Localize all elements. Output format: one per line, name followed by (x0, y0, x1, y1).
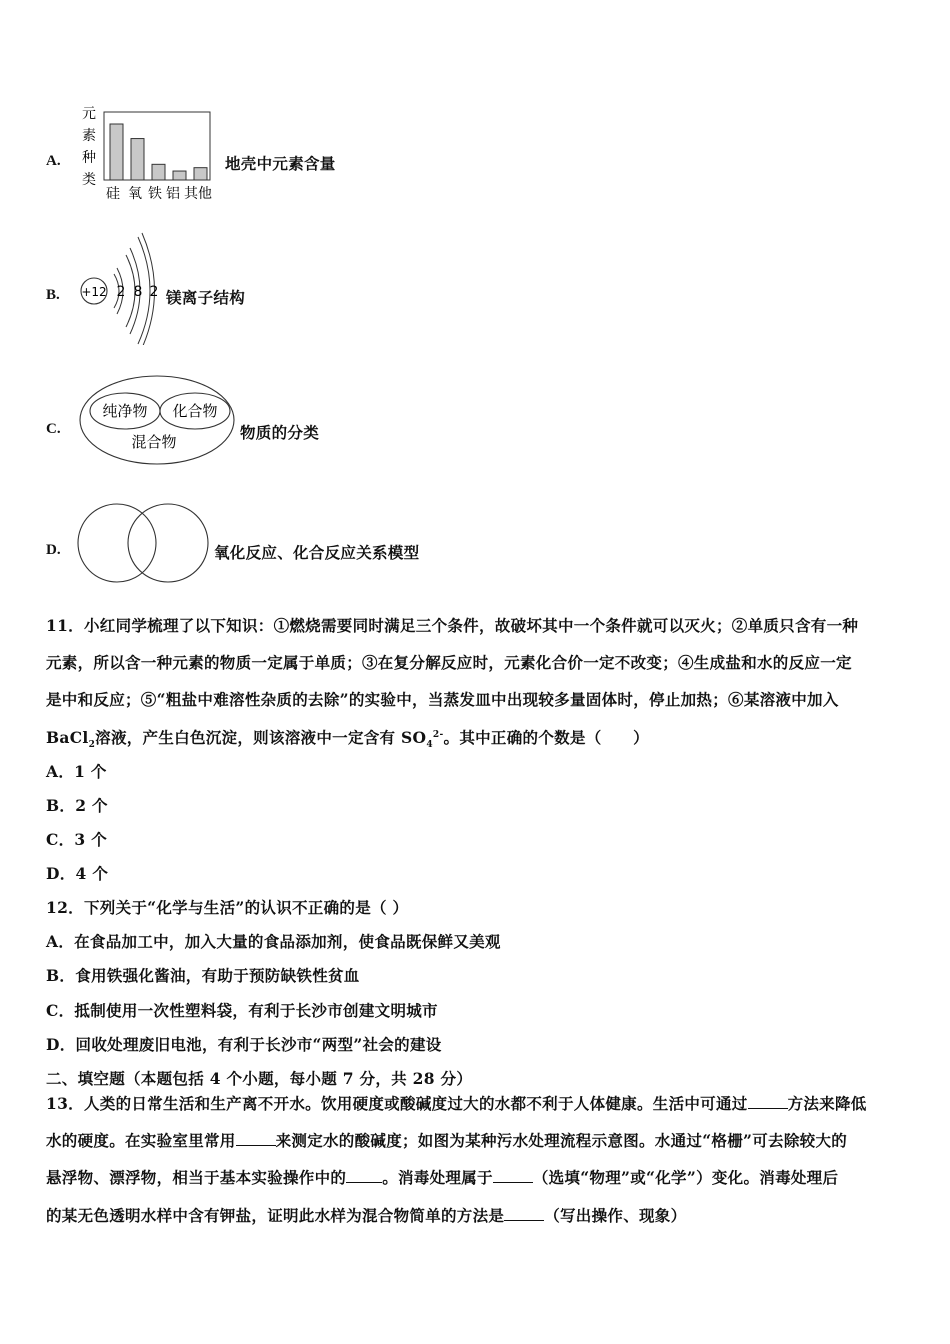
q13-text: 。消毒处理属于 (382, 1168, 493, 1187)
option-a-letter: A. (46, 153, 61, 169)
bar-label: 铁 (148, 186, 162, 202)
option-d-letter: D. (46, 542, 61, 558)
q11-option: C．3 个 (46, 830, 108, 849)
q11-option: D．4 个 (46, 864, 109, 883)
shell-electrons: 2 (116, 284, 126, 300)
nucleus-label: +12 (81, 285, 107, 299)
q13-text: 的某无色透明水样中含有钾盐，证明此水样为混合物简单的方法是 (46, 1206, 505, 1225)
q13-line (46, 1092, 867, 1114)
q11-line: 元素，所以含一种元素的物质一定属于单质；③在复分解反应时，元素化合价一定不改变；④生成盐和水的反应一定 (46, 653, 852, 672)
q13-line (46, 1166, 838, 1188)
reaction-venn-diagram (76, 502, 211, 584)
bar-label: 其他 (184, 186, 212, 202)
q13-line (46, 1129, 847, 1151)
q11-superscript: 2- (432, 729, 444, 740)
bar-label: 硅 (106, 186, 120, 202)
bar-2 (152, 164, 165, 180)
q12-stem: 12．下列关于“化学与生活”的认识不正确的是（ ） (46, 898, 409, 917)
q13-text: 来测定水的酸碱度；如图为某种污水处理流程示意图。水通过“格栅”可去除较大的 (275, 1131, 848, 1150)
shell-electrons: 8 (133, 284, 143, 300)
bar-1 (131, 139, 144, 180)
oxidation-circle (78, 504, 156, 582)
combination-circle (128, 504, 208, 582)
answer-blank[interactable] (236, 1131, 276, 1146)
q11-line: 11．小红同学梳理了以下知识：①燃烧需要同时满足三个条件，故破坏其中一个条件就可以灭火；②单质只含有一种 (46, 616, 859, 635)
bar-label: 铝 (166, 186, 180, 202)
q11-line-last (46, 726, 649, 750)
q11-text: 。其中正确的个数是（ ） (443, 728, 649, 747)
q11-formula-bacl: BaCl (46, 728, 89, 747)
chart-ylabel-char: 类 (82, 172, 96, 188)
q13-line (46, 1204, 686, 1226)
answer-blank[interactable] (346, 1168, 382, 1183)
element-abundance-chart (78, 104, 223, 204)
bar-label: 氧 (128, 186, 142, 202)
bar-4 (194, 168, 207, 180)
q11-line: 是中和反应；⑤“粗盐中难溶性杂质的去除”的实验中，当蒸发皿中出现较多量固体时，停止加热；⑥某溶液中加入 (46, 690, 839, 709)
q13-text: 水的硬度。在实验室里常用 (46, 1131, 236, 1150)
mixture-label: 混合物 (131, 433, 177, 451)
q13-text: 悬浮物、漂浮物，相当于基本实验操作中的 (46, 1168, 347, 1187)
q11-option: A．1 个 (46, 762, 107, 781)
option-d-caption: 氧化反应、化合反应关系模型 (214, 543, 420, 562)
q13-text: （选填“物理”或“化学”）变化。消毒处理后 (532, 1168, 839, 1187)
shell-electrons: 2 (149, 284, 159, 300)
chart-ylabel-char: 素 (82, 128, 96, 144)
compound-label: 化合物 (172, 402, 218, 420)
q12-option: C．抵制使用一次性塑料袋，有利于长沙市创建文明城市 (46, 1001, 438, 1020)
option-c-caption: 物质的分类 (240, 423, 320, 442)
option-a-caption: 地壳中元素含量 (225, 154, 336, 173)
answer-blank[interactable] (504, 1206, 544, 1221)
bar-0 (110, 124, 123, 180)
option-c-letter: C. (46, 421, 61, 437)
pure-substance-label: 纯净物 (102, 402, 148, 420)
q12-option: A．在食品加工中，加入大量的食品添加剂，使食品既保鲜又美观 (46, 932, 501, 951)
option-b-caption: 镁离子结构 (166, 288, 246, 307)
q11-subscript: 2 (88, 740, 96, 751)
mg-ion-diagram (74, 230, 169, 345)
q13-text: 13．人类的日常生活和生产离不开水。饮用硬度或酸碱度过大的水都不利于人体健康。生活中可通过 (46, 1094, 748, 1113)
answer-blank[interactable] (748, 1094, 788, 1109)
classification-diagram (78, 374, 238, 466)
q13-text: 方法来降低 (787, 1094, 867, 1113)
q11-option: B．2 个 (46, 796, 108, 815)
q12-option: D．回收处理废旧电池，有利于长沙市“两型”社会的建设 (46, 1035, 442, 1054)
bar-3 (173, 171, 186, 180)
answer-blank[interactable] (493, 1168, 533, 1183)
q11-subscript: 4 (426, 740, 433, 751)
q11-text: 溶液，产生白色沉淀，则该溶液中一定含有 SO (95, 728, 427, 747)
chart-ylabel-char: 元 (82, 106, 96, 122)
q13-text: （写出操作、现象） (544, 1206, 687, 1225)
chart-ylabel-char: 种 (82, 150, 96, 166)
option-b-letter: B. (46, 287, 60, 303)
section-heading: 二、填空题（本题包括 4 个小题，每小题 7 分，共 28 分） (46, 1069, 473, 1088)
q12-option: B．食用铁强化酱油，有助于预防缺铁性贫血 (46, 966, 360, 985)
